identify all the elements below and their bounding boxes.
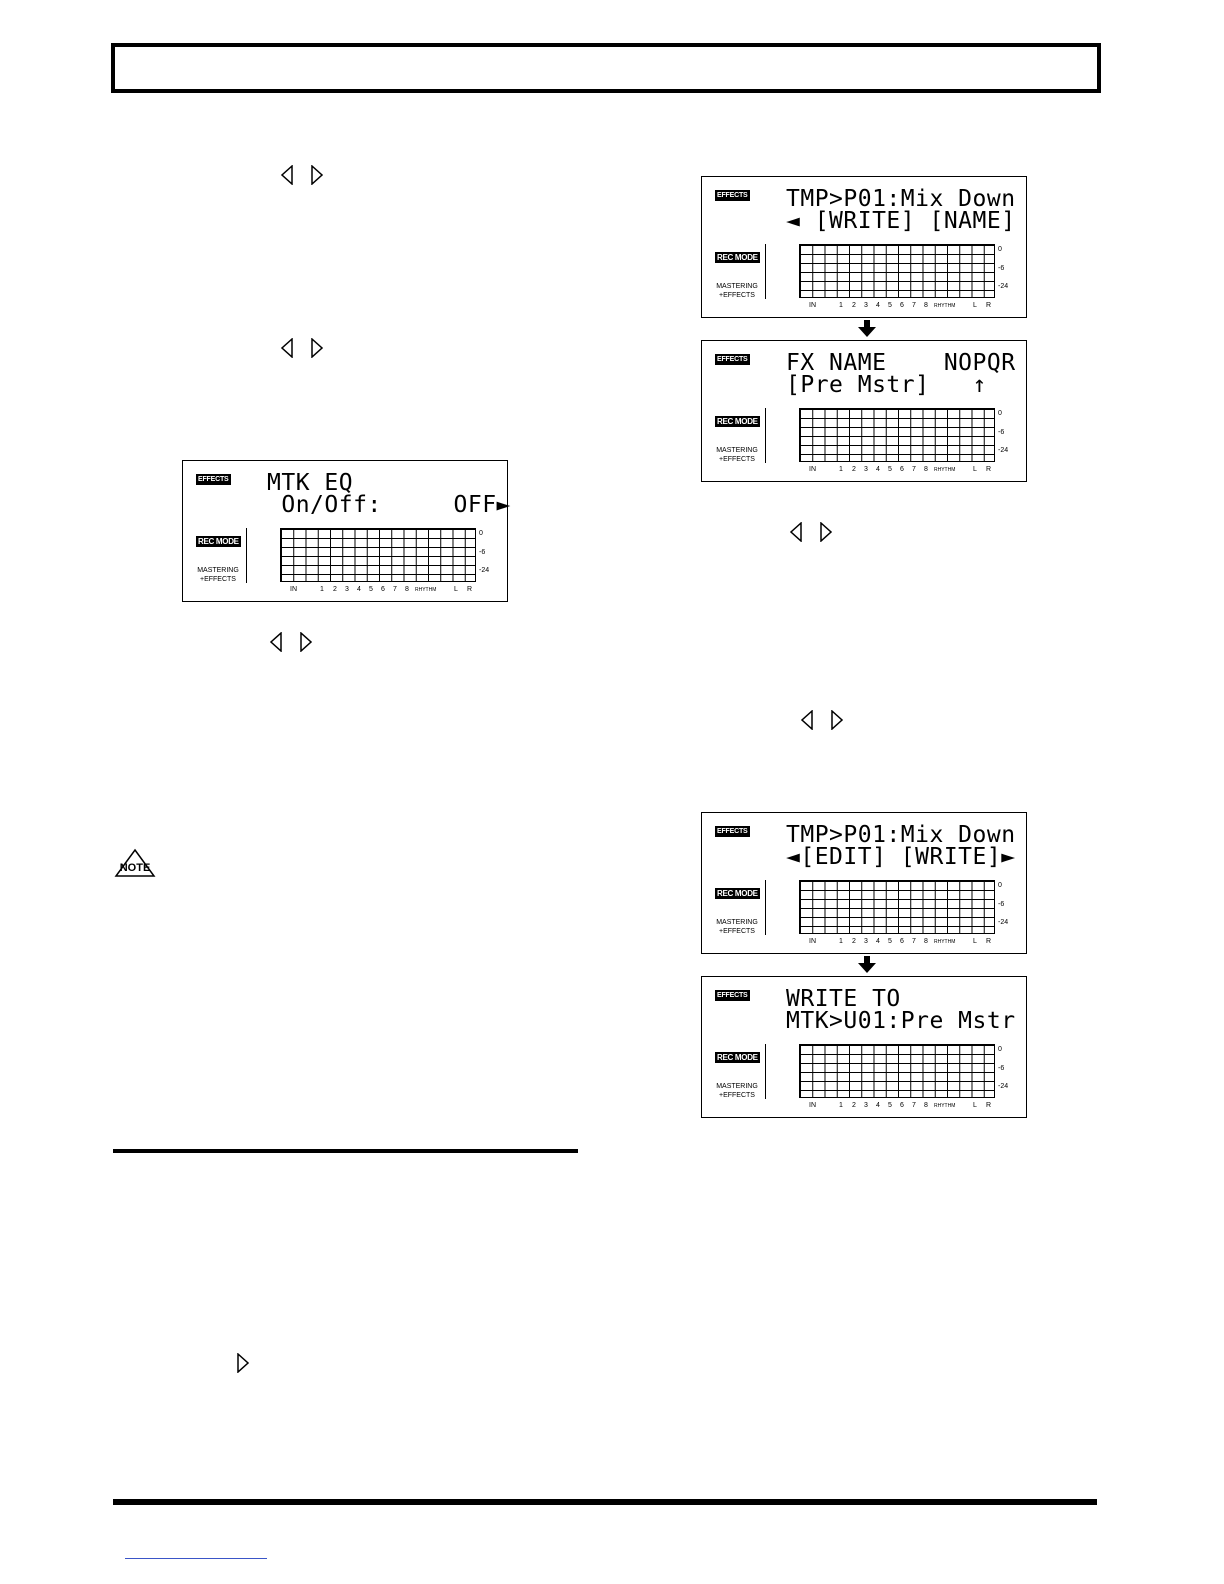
scale-label: -24 [998, 283, 1009, 290]
axis-label: L [973, 938, 977, 945]
axis-label: 2 [852, 1102, 856, 1109]
lcd-line-2: [Pre Mstr] ↑ [786, 372, 987, 398]
axis-label: 8 [924, 466, 928, 473]
axis-label: 3 [864, 302, 868, 309]
cursor-right-icon [237, 1353, 249, 1373]
mode-text-line: MASTERING [716, 919, 758, 926]
rec-mode-badge: REC MODE [717, 1053, 758, 1062]
mode-text [712, 1082, 762, 1100]
axis-label: 1 [839, 466, 843, 473]
cursor-buttons-2 [281, 338, 323, 358]
cursor-left-icon [270, 632, 282, 652]
axis-label: 7 [912, 938, 916, 945]
axis-label: 5 [888, 938, 892, 945]
down-arrow-icon [858, 956, 876, 974]
divider [765, 244, 766, 299]
page-header-frame [111, 43, 1101, 93]
mode-text-line: MASTERING [716, 283, 758, 290]
axis-label: 6 [900, 466, 904, 473]
rec-mode-badge: REC MODE [717, 889, 758, 898]
axis-label: 6 [900, 302, 904, 309]
axis-label: RHYTHM [934, 467, 956, 473]
axis-label: 6 [381, 586, 385, 593]
axis-label: 8 [924, 1102, 928, 1109]
note-icon-label: NOTE [119, 862, 151, 874]
level-meter-grid [799, 880, 995, 934]
section-divider [113, 1149, 578, 1153]
mode-text [712, 446, 762, 464]
lcd-line-1: FX NAME NOPQR [786, 350, 1016, 376]
scale-label: -6 [998, 1065, 1005, 1072]
axis-label: RHYTHM [415, 587, 437, 593]
axis-label: IN [809, 1102, 816, 1109]
scale-label: 0 [998, 882, 1002, 889]
lcd-display [701, 340, 1027, 482]
lcd-line-1: WRITE TO [786, 986, 901, 1012]
rec-mode-badge: REC MODE [717, 417, 758, 426]
axis-label: 5 [888, 302, 892, 309]
axis-label: IN [290, 586, 297, 593]
lcd-display [701, 812, 1027, 954]
level-meter-grid [799, 1044, 995, 1098]
rec-mode-badge: REC MODE [717, 253, 758, 262]
level-meter-grid [799, 244, 995, 298]
cursor-right-icon [300, 632, 312, 652]
mode-text-line: +EFFECTS [719, 292, 755, 299]
lcd-line-2: ◄ [WRITE] [NAME] [786, 208, 1016, 234]
axis-label: 8 [405, 586, 409, 593]
mode-text [712, 282, 762, 300]
axis-label: 1 [839, 302, 843, 309]
axis-label: R [986, 1102, 992, 1109]
mode-text [712, 918, 762, 936]
axis-label: L [973, 466, 977, 473]
lcd-display [701, 976, 1027, 1118]
axis-label: 4 [876, 1102, 880, 1109]
axis-label: 4 [876, 466, 880, 473]
cursor-right-icon [831, 710, 843, 730]
axis-label: 3 [864, 466, 868, 473]
scale-label: -24 [479, 567, 490, 574]
axis-label: RHYTHM [934, 303, 956, 309]
cursor-buttons-5 [790, 522, 832, 542]
lcd-line-1: TMP>P01:Mix Down [786, 822, 1016, 848]
cursor-left-icon [281, 165, 293, 185]
scale-label: -6 [998, 429, 1005, 436]
lcd-line-1: MTK EQ [267, 470, 354, 496]
axis-label: 6 [900, 1102, 904, 1109]
axis-label: 7 [912, 302, 916, 309]
axis-label: IN [809, 302, 816, 309]
axis-label: 4 [876, 938, 880, 945]
axis-label: RHYTHM [934, 1103, 956, 1109]
axis-label: IN [809, 466, 816, 473]
axis-label: 8 [924, 938, 928, 945]
axis-label: 3 [864, 938, 868, 945]
axis-label: 5 [369, 586, 373, 593]
divider [765, 880, 766, 935]
axis-label: 8 [924, 302, 928, 309]
lcd-line-2: On/Off: OFF► [267, 492, 511, 518]
down-arrow-icon [858, 320, 876, 338]
lcd-display [701, 176, 1027, 318]
axis-label: IN [809, 938, 816, 945]
axis-label: 7 [912, 1102, 916, 1109]
lcd-line-1: TMP>P01:Mix Down [786, 186, 1016, 212]
scale-label: -6 [998, 901, 1005, 908]
axis-label: 7 [912, 466, 916, 473]
mode-text-line: +EFFECTS [200, 576, 236, 583]
axis-label: 5 [888, 1102, 892, 1109]
footer-link-underline[interactable] [125, 1558, 267, 1559]
divider [246, 528, 247, 583]
axis-label: 2 [852, 302, 856, 309]
lcd-line-2: ◄[EDIT] [WRITE]► [786, 844, 1016, 870]
cursor-buttons-1 [281, 165, 323, 185]
cursor-left-icon [790, 522, 802, 542]
mode-text-line: MASTERING [197, 567, 239, 574]
divider [765, 1044, 766, 1099]
axis-label: 3 [864, 1102, 868, 1109]
cursor-left-icon [801, 710, 813, 730]
cursor-right-icon [311, 338, 323, 358]
scale-label: -6 [998, 265, 1005, 272]
footer-rule [113, 1499, 1097, 1505]
axis-label: L [454, 586, 458, 593]
axis-label: R [986, 938, 992, 945]
cursor-buttons-3 [270, 632, 312, 652]
axis-label: 5 [888, 466, 892, 473]
effects-badge: EFFECTS [198, 476, 229, 483]
cursor-right-icon [820, 522, 832, 542]
rec-mode-badge: REC MODE [198, 537, 239, 546]
axis-label: 7 [393, 586, 397, 593]
note-icon [114, 848, 156, 878]
axis-label: R [986, 466, 992, 473]
axis-label: 4 [876, 302, 880, 309]
scale-label: -6 [479, 549, 486, 556]
axis-label: 3 [345, 586, 349, 593]
axis-label: R [986, 302, 992, 309]
axis-label: 4 [357, 586, 361, 593]
divider [765, 408, 766, 463]
axis-label: 2 [333, 586, 337, 593]
cursor-buttons-6 [801, 710, 843, 730]
effects-badge: EFFECTS [717, 828, 748, 835]
axis-label: 2 [852, 938, 856, 945]
effects-badge: EFFECTS [717, 992, 748, 999]
axis-label: 2 [852, 466, 856, 473]
effects-badge: EFFECTS [717, 356, 748, 363]
mode-text-line: +EFFECTS [719, 456, 755, 463]
mode-text-line: MASTERING [716, 1083, 758, 1090]
axis-label: 6 [900, 938, 904, 945]
axis-label: 1 [320, 586, 324, 593]
scale-label: 0 [479, 530, 483, 537]
axis-label: 1 [839, 938, 843, 945]
mode-text [193, 566, 243, 584]
cursor-right-icon [311, 165, 323, 185]
cursor-left-icon [281, 338, 293, 358]
scale-label: 0 [998, 410, 1002, 417]
cursor-buttons-4 [237, 1353, 249, 1378]
axis-label: RHYTHM [934, 939, 956, 945]
scale-label: -24 [998, 919, 1009, 926]
level-meter-grid [280, 528, 476, 582]
scale-label: 0 [998, 246, 1002, 253]
level-meter-grid [799, 408, 995, 462]
scale-label: -24 [998, 447, 1009, 454]
axis-label: L [973, 1102, 977, 1109]
scale-label: -24 [998, 1083, 1009, 1090]
axis-label: R [467, 586, 473, 593]
lcd-display [182, 460, 511, 602]
axis-label: L [973, 302, 977, 309]
lcd-line-2: MTK>U01:Pre Mstr [786, 1008, 1016, 1034]
axis-label: 1 [839, 1102, 843, 1109]
mode-text-line: +EFFECTS [719, 928, 755, 935]
mode-text-line: MASTERING [716, 447, 758, 454]
scale-label: 0 [998, 1046, 1002, 1053]
effects-badge: EFFECTS [717, 192, 748, 199]
mode-text-line: +EFFECTS [719, 1092, 755, 1099]
